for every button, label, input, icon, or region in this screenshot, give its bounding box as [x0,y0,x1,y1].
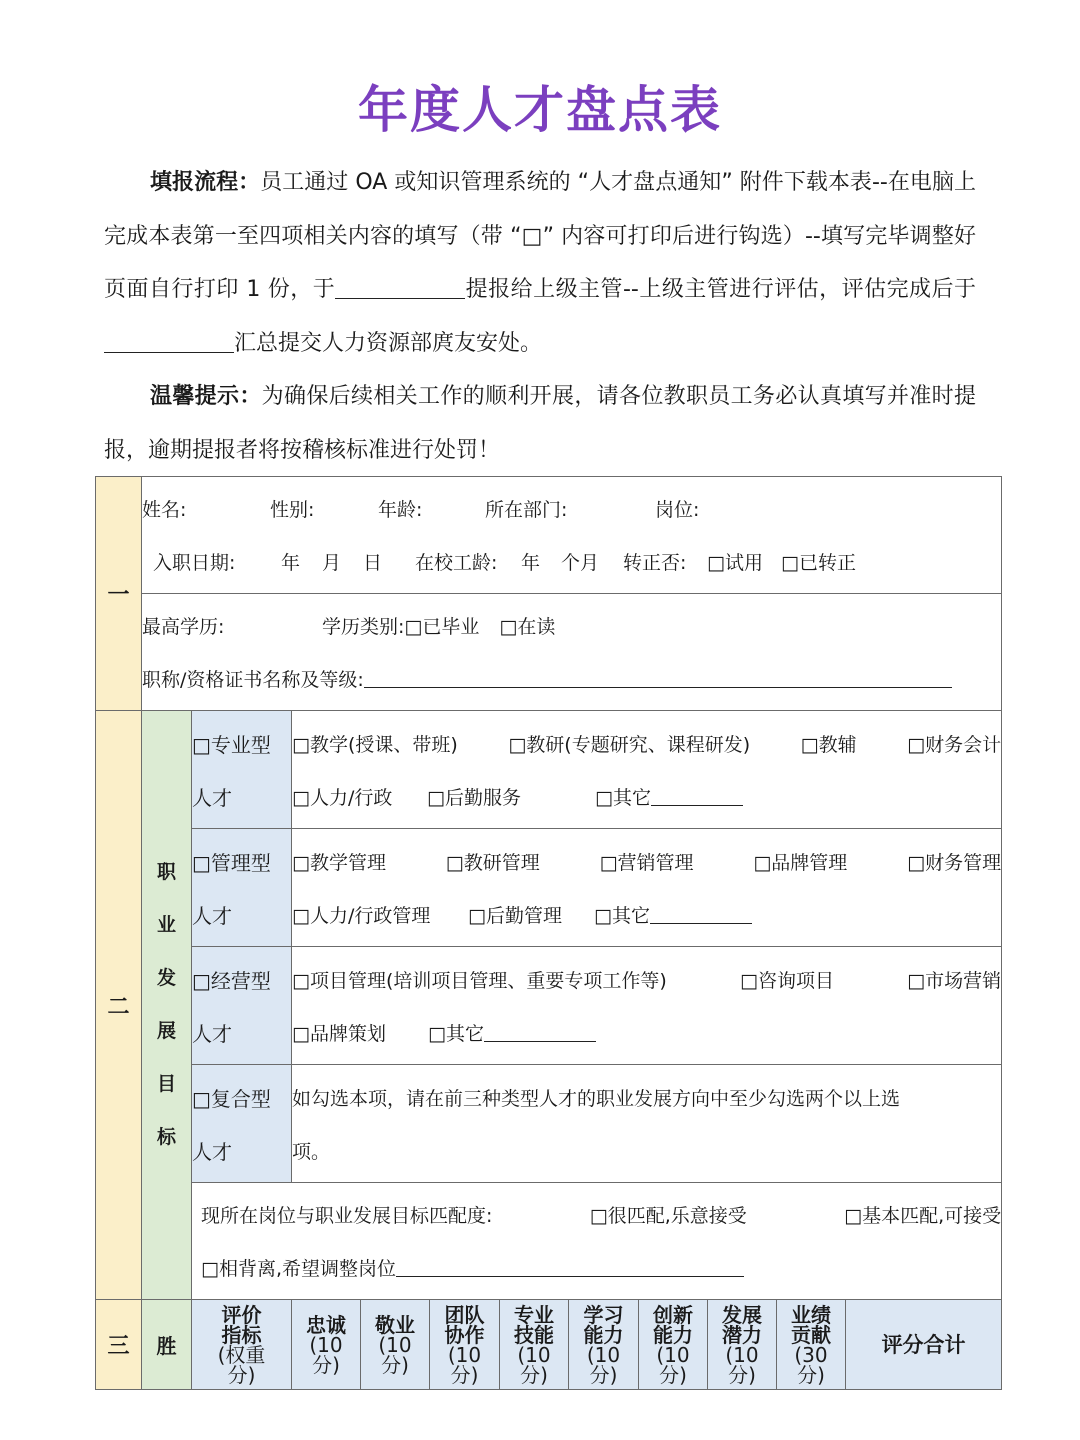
certificate-field[interactable] [364,669,952,688]
age-label: 年龄: [378,499,423,521]
option-checkbox[interactable]: □品牌管理 [753,851,848,874]
match-degree-cell [192,1183,1002,1300]
header-total [846,1300,1002,1390]
graduated-checkbox[interactable]: □已毕业 [404,616,480,638]
composite-type-cell[interactable] [192,1065,292,1183]
section-one-label: 一 [96,477,142,711]
education-cell [142,594,1002,711]
option-checkbox[interactable]: □人力/行政 [292,786,393,809]
other-field[interactable] [484,1023,596,1042]
header-learning [569,1300,639,1390]
match-label: 现所在岗位与职业发展目标匹配度: [201,1205,493,1227]
entry-month-label: 月 [322,552,342,574]
header-text: 潜力 [722,1322,762,1347]
education-label: 最高学历: [142,616,225,638]
option-checkbox[interactable]: □其它 [594,904,650,927]
header-text: 学习 [583,1302,624,1327]
vertical-char: 职 [156,861,176,883]
entry-date-label: 入职日期: [153,552,236,574]
header-text: 分) [589,1362,618,1387]
dept-label: 所在部门: [485,499,568,521]
option-checkbox[interactable]: □教研(专题研究、课程研发) [508,733,751,756]
option-checkbox[interactable]: □后勤管理 [468,904,562,927]
professional-type-cell[interactable] [192,711,292,829]
match-checkbox-2[interactable]: □基本匹配,可接受 [844,1205,1002,1227]
option-checkbox[interactable]: □财务会计 [907,733,1002,756]
option-checkbox[interactable]: □市场营销 [907,969,1002,992]
business-options [292,947,1002,1065]
header-text: (30 [794,1342,828,1367]
header-text: 能力 [583,1322,624,1347]
header-text: (10 [378,1332,412,1357]
option-checkbox[interactable]: □营销管理 [599,851,694,874]
business-type-cell[interactable] [192,947,292,1065]
header-potential [708,1300,777,1390]
header-text: (10 [656,1342,690,1367]
header-text: 分) [728,1362,756,1387]
business-type-checkbox[interactable]: □经营型 [192,968,271,993]
probation-checkbox[interactable]: □试用 [707,552,763,574]
option-checkbox[interactable]: □品牌策划 [292,1022,386,1045]
flow-label: 填报流程： [150,170,261,195]
header-text: 分) [450,1362,479,1387]
header-text: 团队 [444,1302,485,1327]
entry-year-label: 年 [281,552,301,574]
other-field[interactable] [651,787,743,806]
option-checkbox[interactable]: □咨询项目 [740,969,834,992]
gender-label: 性别: [270,499,315,521]
school-months-unit: 个月 [561,552,600,574]
header-text: (10 [309,1332,343,1357]
section-three-label: 三 [96,1300,142,1390]
basic-info-cell [142,477,1002,594]
header-text: 分) [520,1362,548,1387]
management-type-checkbox[interactable]: □管理型 [192,850,271,875]
header-text: 分) [659,1362,687,1387]
vertical-char: 发 [156,967,176,989]
flow-text-2: 提报给上级主管--上级主管进行评估，评估完成后于 [465,277,976,302]
adjust-reason-field[interactable] [396,1258,744,1277]
header-text: 评分合计 [881,1332,966,1357]
school-year-unit: 年 [521,552,541,574]
date-blank-2[interactable] [104,330,234,353]
header-text: 专业 [514,1302,554,1327]
match-checkbox-1[interactable]: □很匹配,乐意接受 [589,1205,747,1227]
header-indicator [192,1300,292,1390]
option-checkbox[interactable]: □后勤服务 [427,786,521,809]
header-loyalty [292,1300,361,1390]
header-text: 忠诚 [306,1312,346,1337]
competence-char: 胜 [156,1334,177,1358]
header-teamwork [430,1300,500,1390]
flow-text-3: 汇总提交人力资源部庹友安处。 [234,330,543,356]
option-checkbox[interactable]: □教辅 [800,733,857,756]
vertical-char: 展 [156,1020,176,1042]
option-checkbox[interactable]: □教学管理 [292,851,386,874]
date-blank-1[interactable] [335,276,465,299]
option-checkbox[interactable]: □人力/行政管理 [292,904,431,927]
header-text: (10 [725,1342,759,1367]
option-checkbox[interactable]: □其它 [595,786,651,809]
header-text: 贡献 [791,1322,831,1347]
management-type-cell[interactable] [192,829,292,947]
talent-review-table [95,476,1002,1390]
certificate-label: 职称/资格证书名称及等级: [142,669,364,691]
option-checkbox[interactable]: □其它 [428,1022,484,1045]
option-checkbox[interactable]: □财务管理 [907,851,1002,874]
header-text: 分) [227,1362,256,1387]
composite-note [292,1065,1002,1183]
header-text: 业绩 [791,1302,831,1327]
header-text: 创新 [653,1302,693,1327]
competence-label [142,1300,192,1390]
header-text: (10 [517,1342,551,1367]
professional-options [292,711,1002,829]
header-text: 能力 [653,1322,693,1347]
business-type-suffix: 人才 [192,1021,232,1046]
header-innovation [639,1300,708,1390]
header-text: 分) [312,1352,340,1377]
header-text: 评价 [221,1302,262,1327]
composite-note-line1: 如勾选本项，请在前三种类型人才的职业发展方向中至少勾选两个以上选 [292,1087,901,1110]
header-text: (10 [447,1342,482,1367]
option-checkbox[interactable]: □教研管理 [445,851,540,874]
header-dedication [361,1300,430,1390]
composite-type-checkbox[interactable]: □复合型 [192,1086,271,1111]
header-performance [777,1300,846,1390]
name-label: 姓名: [142,499,187,521]
header-text: 分) [797,1362,825,1387]
vertical-char: 业 [156,914,176,936]
entry-day-label: 日 [363,552,383,574]
professional-type-checkbox[interactable]: □专业型 [192,732,271,757]
edu-type-label: 学历类别: [322,616,405,638]
composite-note-line2: 项。 [292,1140,331,1163]
management-options [292,829,1002,947]
management-type-suffix: 人才 [192,903,232,928]
tip-text: 为确保后续相关工作的顺利开展，请各位教职员工务必认真填写并准时提报，逾期提报者将按稽核标准进行处罚！ [104,384,976,463]
option-checkbox[interactable]: □教学(授课、带班) [292,733,458,756]
composite-type-suffix: 人才 [192,1139,232,1164]
professional-type-suffix: 人才 [192,785,232,810]
header-text: 指标 [221,1322,262,1347]
school-years-label: 在校工龄: [415,552,498,574]
page-title: 年度人才盘点表 [358,81,722,139]
option-checkbox[interactable]: □项目管理(培训项目管理、重要专项工作等) [292,969,667,992]
header-skill [500,1300,569,1390]
section-two-label: 二 [96,711,142,1300]
flow-text-1: 员工通过 OA 或知识管理系统的 “人才盘点通知” 附件下载本表--在电脑上完成本表第一至四项相关内容的填写（带 “□” 内容可打印后进行钩选）--填写完毕调整好页面自行打印 1 份，于 [104,170,976,302]
flow-paragraph [104,156,976,370]
header-text: 协作 [444,1322,485,1347]
regular-label: 转正否: [623,552,687,574]
tip-label: 温馨提示： [150,384,262,409]
career-goal-vertical-label [142,711,192,1300]
regularized-checkbox[interactable]: □已转正 [781,552,856,574]
other-field[interactable] [650,905,752,924]
tip-paragraph [104,370,976,477]
vertical-char: 目 [156,1073,176,1095]
studying-checkbox[interactable]: □在读 [499,616,556,638]
header-text: (10 [586,1342,621,1367]
header-text: 发展 [722,1302,762,1327]
header-text: (权重 [217,1342,266,1367]
header-text: 分) [381,1352,409,1377]
header-text: 技能 [514,1322,554,1347]
vertical-char: 标 [156,1126,176,1148]
match-checkbox-3[interactable]: □相背离,希望调整岗位 [201,1258,396,1280]
post-label: 岗位: [655,499,700,521]
header-text: 敬业 [375,1312,415,1337]
